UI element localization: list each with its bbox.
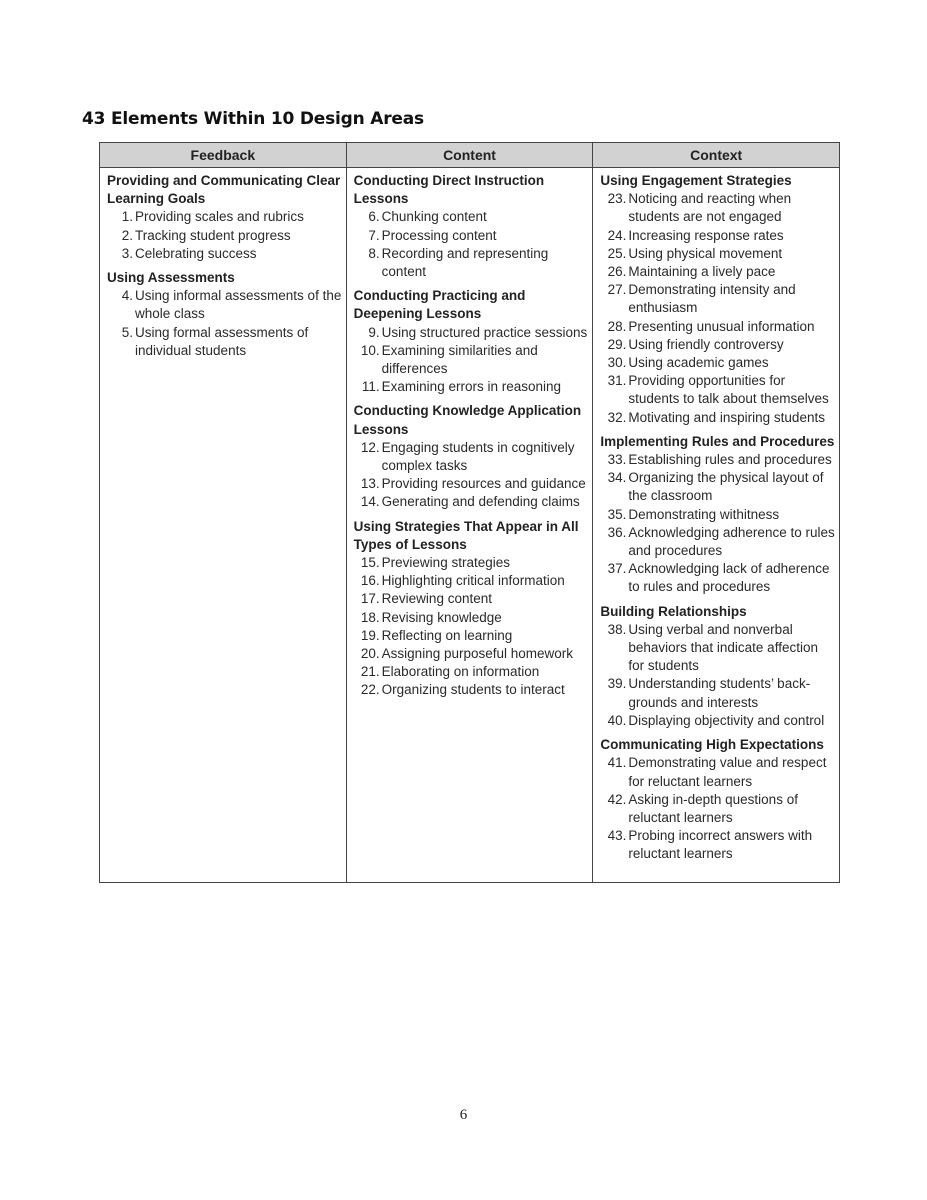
element-number: 23.	[607, 191, 627, 207]
element-item	[354, 554, 589, 572]
element-text: Providing scales and rubrics	[135, 209, 304, 225]
element-number: 5.	[121, 324, 133, 340]
elements-table	[99, 142, 840, 883]
element-number: 25.	[607, 245, 627, 261]
element-item	[600, 675, 835, 711]
design-area-title: Implementing Rules and Procedures	[600, 433, 835, 449]
column-header-context: Context	[592, 143, 839, 167]
element-item	[600, 754, 835, 790]
element-number: 41.	[607, 755, 627, 771]
design-area-title: Providing and Communicating Clear Learning Goals	[107, 173, 341, 207]
element-item	[600, 506, 835, 524]
element-number: 39.	[607, 676, 627, 692]
design-area	[354, 287, 589, 396]
element-item	[107, 287, 342, 323]
element-item	[354, 378, 589, 396]
element-text: Establishing rules and procedures	[628, 452, 832, 468]
element-item	[107, 227, 342, 245]
element-number: 16.	[360, 573, 380, 589]
element-number: 33.	[607, 452, 627, 468]
element-item	[600, 409, 835, 427]
design-area	[354, 402, 589, 511]
element-text: Reflecting on learning	[381, 627, 513, 643]
element-text: Using physical movement	[628, 245, 783, 261]
element-text: Reviewing content	[381, 591, 492, 607]
element-number: 22.	[360, 682, 380, 698]
element-item	[354, 439, 589, 475]
element-item	[354, 208, 589, 226]
element-item	[600, 827, 835, 863]
element-text: Chunking content	[381, 209, 487, 225]
element-number: 6.	[368, 209, 380, 225]
element-text: Recording and representing content	[381, 245, 549, 280]
element-text: Acknowledging lack of adherence to rules and procedures	[628, 561, 830, 595]
element-list	[600, 190, 835, 427]
element-text: Motivating and inspiring students	[628, 409, 825, 425]
element-text: Demonstrating value and respect for reluctant learners	[628, 755, 827, 789]
element-list	[600, 621, 835, 730]
design-area	[354, 518, 589, 700]
element-number: 40.	[607, 712, 627, 728]
element-text: Increasing response rates	[628, 227, 784, 243]
design-area-title: Communicating High Expectations	[600, 737, 824, 753]
element-text: Using verbal and nonverbal behaviors that indicate affection for students	[628, 621, 818, 674]
element-text: Demonstrating withitness	[628, 506, 780, 522]
element-number: 15.	[360, 555, 380, 571]
element-number: 19.	[360, 627, 380, 643]
element-item	[354, 645, 589, 663]
page-title: 43 Elements Within 10 Design Areas	[82, 109, 424, 129]
element-number: 7.	[368, 227, 380, 243]
element-item	[354, 590, 589, 608]
element-number: 32.	[607, 409, 627, 425]
element-text: Processing content	[381, 227, 497, 243]
element-list	[600, 451, 835, 597]
element-number: 43.	[607, 828, 627, 844]
element-item	[354, 324, 589, 342]
column-header-feedback: Feedback	[190, 147, 256, 163]
element-text: Previewing strategies	[381, 555, 510, 571]
element-number: 10.	[360, 342, 380, 358]
design-area-title: Using Engagement Strategies	[600, 173, 792, 188]
element-item	[600, 263, 835, 281]
element-item	[354, 627, 589, 645]
element-item	[107, 208, 342, 226]
design-area	[600, 172, 835, 427]
element-text: Providing opportunities for students to talk about themselves	[628, 373, 829, 407]
element-list	[107, 287, 342, 360]
element-text: Using formal assessments of individual students	[135, 324, 309, 358]
design-area	[600, 433, 835, 597]
design-area-title: Conducting Direct Instruction Lessons	[353, 173, 545, 207]
element-item	[600, 791, 835, 827]
element-text: Examining similarities and differences	[381, 342, 538, 377]
element-number: 9.	[368, 324, 380, 340]
element-number: 36.	[607, 524, 627, 540]
element-text: Elaborating on information	[381, 664, 540, 680]
element-number: 26.	[607, 264, 627, 280]
element-number: 2.	[121, 227, 133, 243]
element-item	[600, 621, 835, 676]
element-text: Using informal assessments of the whole class	[135, 288, 342, 322]
element-item	[600, 227, 835, 245]
element-item	[354, 572, 589, 590]
element-item	[600, 281, 835, 317]
element-list	[354, 439, 589, 512]
element-text: Using friendly controversy	[628, 336, 784, 352]
element-item	[600, 469, 835, 505]
element-number: 20.	[360, 646, 380, 662]
table-header-row	[100, 143, 839, 168]
element-list	[600, 754, 835, 863]
element-item	[600, 354, 835, 372]
element-item	[600, 712, 835, 730]
design-area	[354, 172, 589, 281]
element-item	[354, 227, 589, 245]
element-text: Displaying objectivity and control	[628, 712, 825, 728]
design-area-title: Using Strategies That Appear in All Types of Lessons	[353, 518, 579, 552]
element-item	[600, 245, 835, 263]
element-item	[600, 336, 835, 354]
element-text: Engaging students in cognitively complex tasks	[381, 439, 575, 474]
design-area-title: Conducting Practicing and Deepening Lessons	[353, 288, 526, 322]
element-number: 13.	[360, 476, 380, 492]
element-item	[354, 342, 589, 378]
element-number: 27.	[607, 282, 627, 298]
element-text: Generating and defending claims	[381, 494, 580, 510]
element-text: Probing incorrect answers with reluctant learners	[628, 828, 813, 862]
design-area-title: Building Relationships	[600, 603, 747, 619]
design-area	[600, 736, 835, 863]
element-number: 35.	[607, 506, 627, 522]
design-area-title: Using Assessments	[107, 270, 235, 286]
element-item	[354, 245, 589, 281]
element-number: 28.	[607, 318, 627, 334]
element-text: Using structured practice sessions	[381, 324, 588, 340]
element-number: 24.	[607, 227, 627, 243]
element-text: Revising knowledge	[381, 609, 502, 625]
element-number: 34.	[607, 470, 627, 486]
element-item	[354, 663, 589, 681]
element-text: Asking in-depth questions of reluctant learners	[628, 791, 798, 825]
element-text: Celebrating success	[135, 245, 257, 261]
context-column	[592, 168, 839, 882]
column-header-content: Content	[346, 143, 593, 167]
element-text: Organizing students to interact	[381, 682, 565, 698]
element-list	[354, 208, 589, 281]
element-number: 14.	[360, 494, 380, 510]
element-text: Demonstrating intensity and enthusiasm	[628, 282, 796, 316]
element-number: 12.	[360, 439, 380, 455]
element-text: Tracking student progress	[135, 227, 291, 243]
design-area	[600, 603, 835, 730]
design-area-title: Conducting Knowledge Application Lessons	[353, 403, 582, 437]
element-text: Organizing the physical layout of the classroom	[628, 470, 824, 504]
page-number: 6	[459, 1107, 468, 1123]
element-item	[107, 245, 342, 263]
element-item	[354, 475, 589, 493]
element-text: Assigning purposeful homework	[381, 646, 574, 662]
element-list	[107, 208, 342, 263]
element-number: 37.	[607, 561, 627, 577]
element-list	[354, 324, 589, 397]
element-number: 42.	[607, 791, 627, 807]
element-number: 8.	[368, 245, 380, 261]
element-number: 31.	[607, 373, 627, 389]
element-item	[600, 318, 835, 336]
element-number: 29.	[607, 336, 627, 352]
element-text: Acknowledging adherence to rules and procedures	[628, 524, 835, 559]
element-text: Presenting unusual information	[628, 318, 815, 334]
design-area	[107, 172, 342, 263]
design-area	[107, 269, 342, 360]
element-item	[354, 681, 589, 699]
element-text: Highlighting critical information	[381, 573, 565, 589]
element-text: Noticing and reacting when students are not engaged	[628, 191, 792, 225]
element-number: 11.	[361, 379, 380, 395]
element-number: 18.	[360, 609, 380, 625]
element-item	[600, 451, 835, 469]
element-item	[107, 324, 342, 360]
element-text: Examining errors in reasoning	[381, 379, 562, 395]
element-text: Using academic games	[628, 355, 769, 371]
feedback-column	[100, 168, 346, 882]
element-number: 38.	[607, 621, 627, 637]
element-number: 30.	[607, 355, 627, 371]
element-text: Understanding students’ backgrounds and interests	[628, 676, 811, 710]
element-number: 17.	[360, 591, 380, 607]
element-number: 1.	[121, 209, 133, 225]
element-item	[600, 372, 835, 408]
element-list	[354, 554, 589, 700]
table-body-row	[100, 168, 839, 882]
element-item	[354, 493, 589, 511]
element-text: Providing resources and guidance	[381, 476, 586, 492]
element-text: Maintaining a lively pace	[628, 264, 776, 280]
element-item	[354, 609, 589, 627]
element-item	[600, 560, 835, 596]
element-number: 21.	[360, 664, 380, 680]
element-item	[600, 190, 835, 226]
element-item	[600, 524, 835, 560]
element-number: 3.	[121, 245, 133, 261]
element-number: 4.	[121, 288, 133, 304]
content-column	[346, 168, 593, 882]
